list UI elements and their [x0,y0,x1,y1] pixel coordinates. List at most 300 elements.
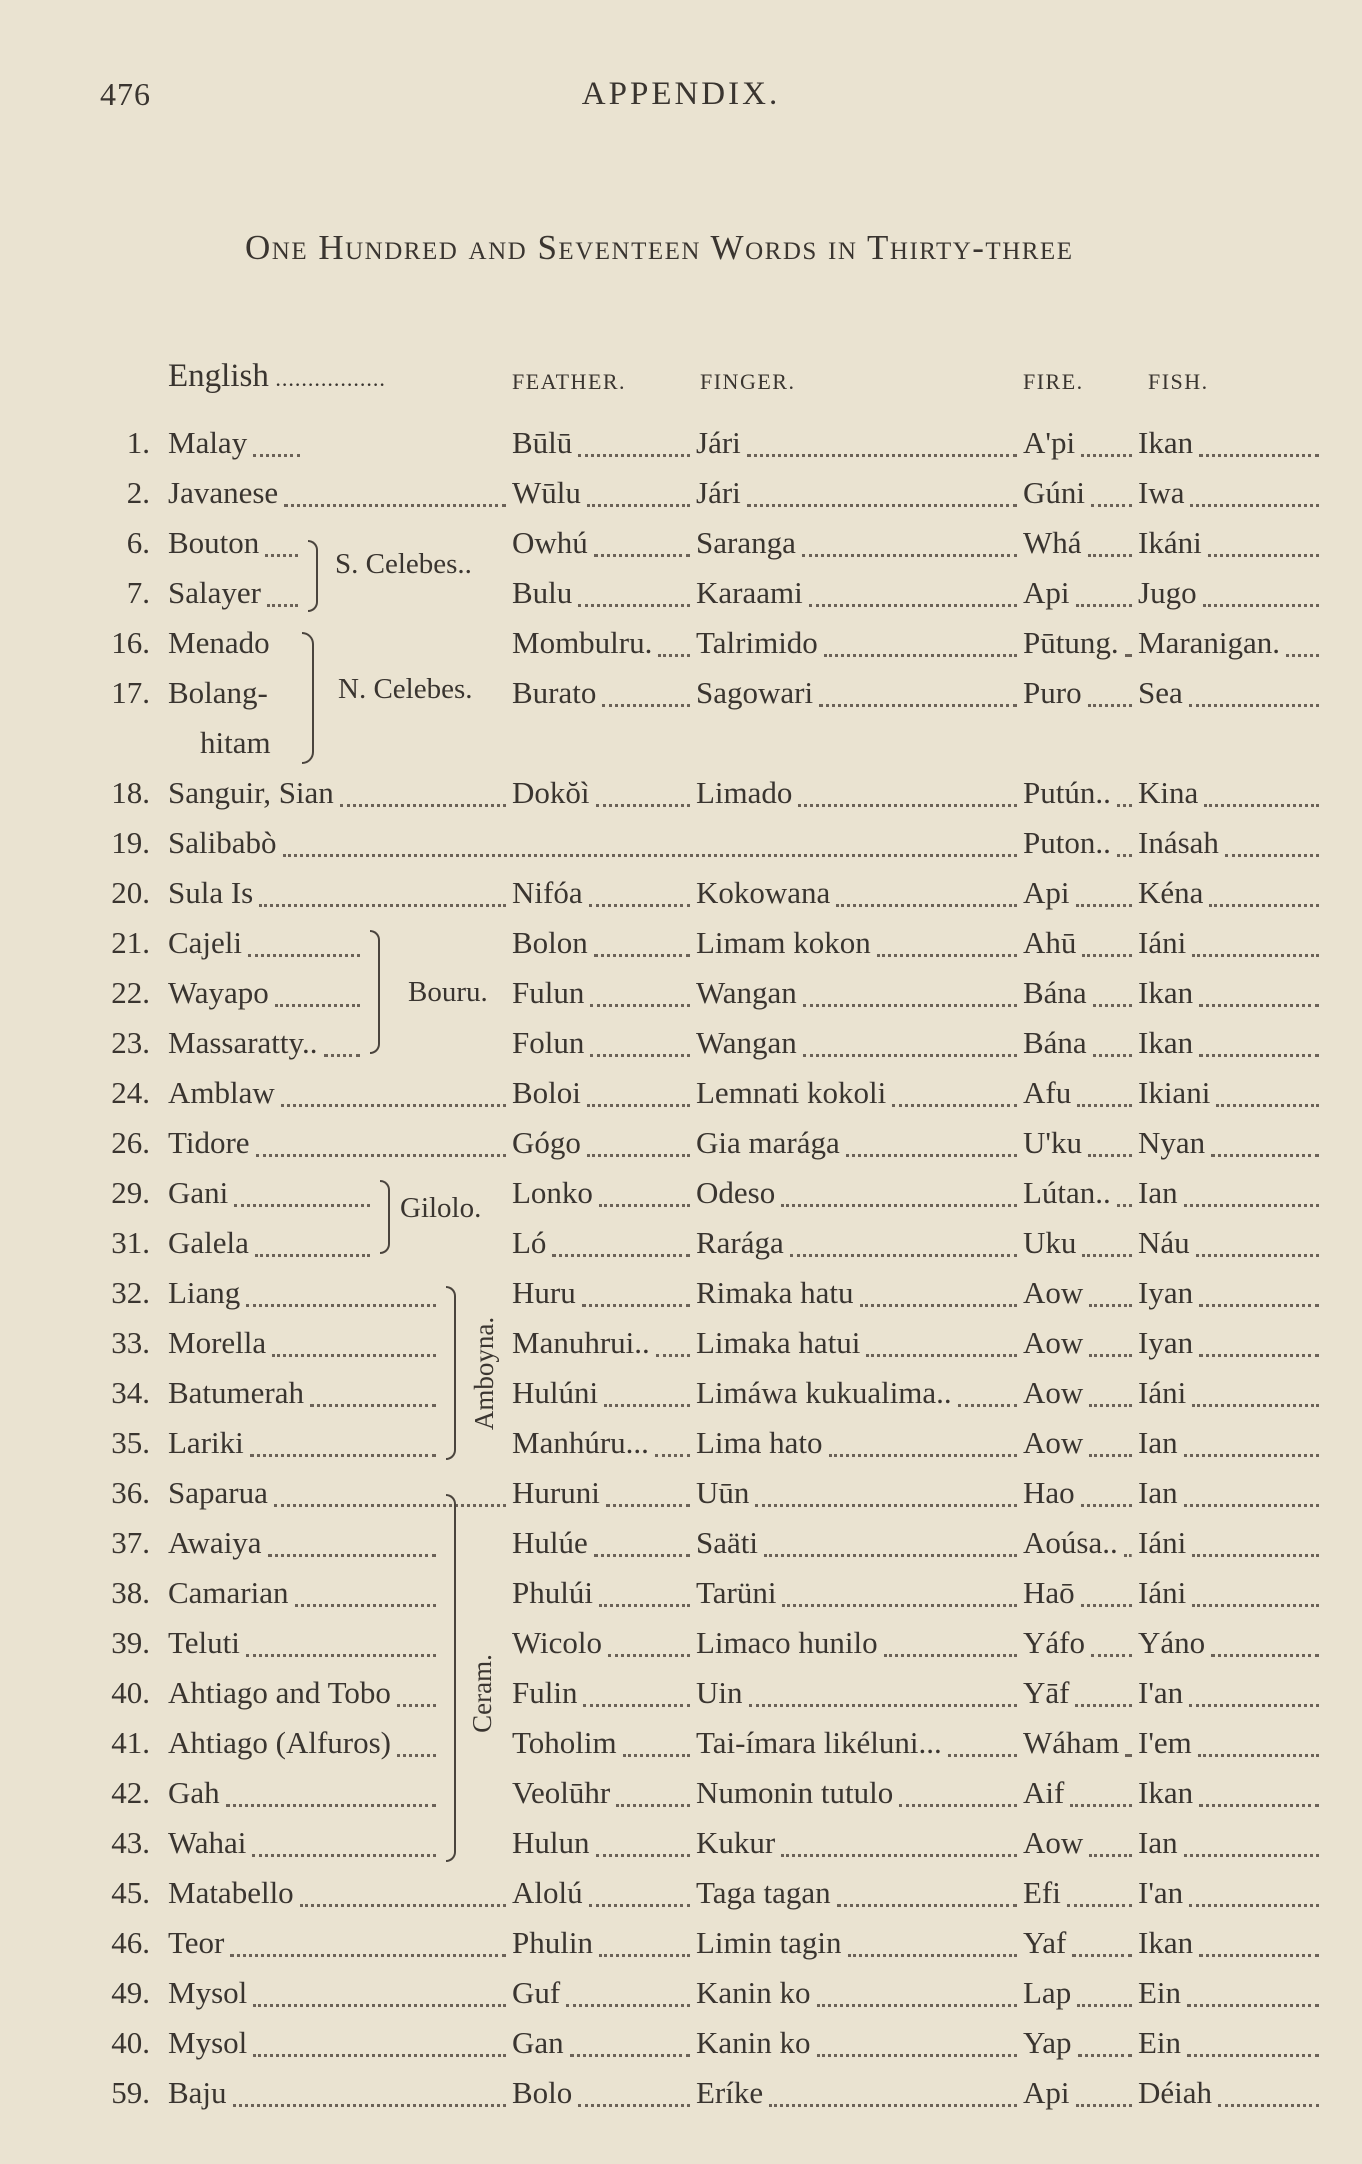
table-title: One Hundred and Seventeen Words in Thirty-three [245,228,1074,267]
table-row [0,2018,1362,2068]
table-row [0,1418,1362,1468]
row-number: 33. [111,1325,150,1360]
fish-word: Nyan [1138,1125,1206,1160]
language-name: Mysol [168,2025,248,2060]
table-row [0,668,1362,760]
dot-leader [281,1102,506,1107]
finger-word: Limáwa kukualima.. [696,1375,952,1410]
dot-leader [1187,2002,1319,2007]
language-name: Lariki [168,1425,244,1460]
running-head: APPENDIX. [581,76,781,112]
table-row [0,1918,1362,1968]
dot-leader [608,1652,690,1657]
language-name: Tidore [168,1125,250,1160]
dot-leader [587,502,690,507]
dot-leader [226,1802,436,1807]
fire-word: Api [1023,875,1070,910]
dot-leader [1199,1302,1319,1307]
fish-word: Maranigan. [1138,625,1281,660]
feather-word: Burato [512,675,597,710]
dot-leader [594,952,690,957]
dot-leader [781,1202,1017,1207]
dot-leader [248,952,360,957]
fire-word: Aoúsa.. [1023,1525,1118,1560]
dot-leader [552,1252,690,1257]
table-row [0,1018,1362,1068]
dot-leader [764,1552,1017,1557]
dot-leader [590,1002,690,1007]
feather-word: Ló [512,1225,547,1260]
finger-word: Jári [696,425,741,460]
dot-leader [1089,1352,1132,1357]
dot-leader [268,1552,436,1557]
fire-word: Wáham [1023,1725,1120,1760]
dot-leader [310,1402,436,1407]
language-name: Sula Is [168,875,254,910]
dot-leader [836,902,1017,907]
page-number: 476 [100,76,151,112]
finger-word: Kanin ko [696,2025,811,2060]
dot-leader [1189,1702,1319,1707]
dot-leader [846,1152,1017,1157]
fish-word: Inásah [1138,825,1219,860]
dot-leader [802,552,1017,557]
fish-word: Déiah [1138,2075,1213,2110]
dot-leader [587,1152,690,1157]
finger-word: Lima hato [696,1425,823,1460]
language-name: Awaiya [168,1525,262,1560]
fish-word: I'em [1138,1725,1192,1760]
feather-word: Alolú [512,1875,583,1910]
table-row [0,2068,1362,2118]
feather-word: Toholim [512,1725,617,1760]
finger-word: Talrimido [696,625,818,660]
dot-leader [594,552,690,557]
language-name: Camarian [168,1575,289,1610]
brace-ceram [446,1494,456,1862]
dot-leader [837,1902,1017,1907]
group-label-bouru: Bouru. [408,976,488,1008]
fire-word: Efi [1023,1875,1061,1910]
row-number: 24. [111,1075,150,1110]
feather-word: Nifóa [512,875,583,910]
dot-leader [230,1952,506,1957]
fish-word: Ikáni [1138,525,1202,560]
finger-word: Saäti [696,1525,758,1560]
dot-leader [1089,1452,1132,1457]
fish-word: Ein [1138,2025,1182,2060]
dot-leader [1077,2002,1132,2007]
table-row [0,1268,1362,1318]
feather-word: Veolūhr [512,1775,611,1810]
feather-word: Guf [512,1975,561,2010]
fish-word: Jugo [1138,575,1197,610]
dot-leader [259,902,506,907]
table-row [0,1468,1362,1518]
table-row [0,418,1362,468]
dot-leader [749,1702,1017,1707]
language-name: Matabello [168,1875,294,1910]
dot-leader [284,502,506,507]
dot-leader [340,802,506,807]
fire-word: Putún.. [1023,775,1111,810]
dot-leader [233,2102,506,2107]
finger-word: Numonin tutulo [696,1775,894,1810]
dot-leader [599,1952,690,1957]
dot-leader [1189,1902,1319,1907]
fish-word: Ian [1138,1175,1178,1210]
feather-word: Owhú [512,525,588,560]
dot-leader [587,1102,690,1107]
table-row [0,1568,1362,1618]
table-row [0,568,1362,618]
dot-leader [250,1452,436,1457]
dot-leader [798,802,1017,807]
feather-word: Bulu [512,575,573,610]
dot-leader [747,452,1017,457]
dot-leader [578,452,690,457]
dot-leader [658,652,690,657]
language-name: Sanguir, Sian [168,775,334,810]
fire-word: Aif [1023,1775,1065,1810]
feather-word: Manhúru... [512,1425,649,1460]
group-label-s-celebes: S. Celebes.. [335,548,472,580]
brace-bouru [370,930,380,1054]
dot-leader [616,1802,690,1807]
dot-leader [602,702,690,707]
dot-leader [1076,2102,1132,2107]
row-number: 45. [111,1875,150,1910]
finger-word: Rimaka hatu [696,1275,854,1310]
fire-word: Aow [1023,1275,1084,1310]
language-name: Teor [168,1925,225,1960]
dot-leader [1081,452,1132,457]
feather-word: Boloi [512,1075,581,1110]
fire-word: Yáfo [1023,1625,1085,1660]
fire-word: Uku [1023,1225,1077,1260]
feather-word: Dokŏì [512,775,590,810]
dot-leader [1117,852,1132,857]
dot-leader [234,1202,370,1207]
dot-leader [253,2052,506,2057]
feather-word: Hulúni [512,1375,599,1410]
finger-word: Kokowana [696,875,831,910]
finger-word: Limado [696,775,793,810]
row-number: 6. [126,525,150,560]
dot-leader [829,1452,1017,1457]
language-name: Saparua [168,1475,268,1510]
row-number: 21. [111,925,150,960]
dot-leader [255,1252,370,1257]
feather-word: Fulun [512,975,585,1010]
dot-leader [596,1852,690,1857]
finger-word: Rarága [696,1225,784,1260]
fire-word: Bána [1023,975,1087,1010]
fire-word: Aow [1023,1825,1084,1860]
fire-word: Puton.. [1023,825,1111,860]
language-name: Bolang- [168,675,268,710]
language-name: Massaratty.. [168,1025,318,1060]
dot-leader [1199,1052,1319,1057]
table-row [0,1068,1362,1118]
dot-leader [824,652,1017,657]
fish-word: Yáno [1138,1625,1206,1660]
language-name-continued: hitam [200,725,271,760]
dot-leader [1082,1252,1132,1257]
dot-leader [596,802,690,807]
fish-word: Ikan [1138,425,1194,460]
dot-leader [275,1002,360,1007]
dot-leader [256,1152,506,1157]
fish-word: I'an [1138,1875,1184,1910]
feather-word: Gógo [512,1125,581,1160]
feather-word: Huruni [512,1475,600,1510]
finger-word: Uin [696,1675,743,1710]
dot-leader [755,1502,1017,1507]
dot-leader [300,1902,506,1907]
dot-leader [582,1302,690,1307]
row-number: 41. [111,1725,150,1760]
row-number: 40. [111,1675,150,1710]
language-name: Teluti [168,1625,240,1660]
language-name: Baju [168,2075,227,2110]
table-row [0,1118,1362,1168]
finger-word: Wangan [696,1025,797,1060]
header-english: English ................. [168,358,386,394]
row-number: 17. [111,675,150,710]
feather-word: Mombulru. [512,625,653,660]
row-number: 42. [111,1775,150,1810]
header-finger: FINGER. [700,369,796,394]
dot-leader [817,2002,1017,2007]
header-feather: FEATHER. [512,369,627,394]
dot-leader [1203,602,1319,607]
fire-word: U'ku [1023,1125,1082,1160]
dot-leader [590,1052,690,1057]
dot-leader [884,1652,1017,1657]
fish-word: Ian [1138,1825,1178,1860]
dot-leader [1089,1402,1132,1407]
language-name: Wahai [168,1825,247,1860]
finger-word: Lemnati kokoli [696,1075,887,1110]
fish-word: I'an [1138,1675,1184,1710]
finger-word: Gia marága [696,1125,840,1160]
finger-word: Sagowari [696,675,814,710]
dot-leader [1125,1752,1132,1757]
dot-leader [623,1752,690,1757]
dot-leader [877,952,1017,957]
dot-leader [1286,652,1319,657]
language-name: Javanese [168,475,279,510]
dot-leader [1196,1252,1319,1257]
dot-leader [1199,1952,1319,1957]
dot-leader [1088,702,1132,707]
dot-leader [1184,1452,1319,1457]
finger-word: Kanin ko [696,1975,811,2010]
table-row [0,768,1362,818]
brace-amboyna [446,1286,456,1460]
fire-word: Lútan.. [1023,1175,1111,1210]
fire-word: Pūtung. [1023,625,1119,660]
finger-word: Tai-ímara likéluni... [696,1725,942,1760]
dot-leader [253,2002,506,2007]
row-number: 37. [111,1525,150,1560]
dot-leader [252,1852,436,1857]
dot-leader [1076,602,1132,607]
fish-word: Iáni [1138,1375,1187,1410]
row-number: 26. [111,1125,150,1160]
row-number: 1. [126,425,150,460]
brace-gilolo [380,1180,390,1254]
dot-leader [1088,1152,1132,1157]
fire-word: Ahū [1023,925,1077,960]
table-row [0,618,1362,668]
dot-leader [606,1502,690,1507]
dot-leader [1091,1652,1132,1657]
brace-s-celebes [308,540,318,612]
dot-leader [1199,452,1319,457]
table-row [0,518,1362,568]
row-number: 31. [111,1225,150,1260]
table-row [0,1718,1362,1768]
dot-leader [397,1702,436,1707]
dot-leader [1184,1202,1319,1207]
dot-leader [1072,1952,1132,1957]
dot-leader [1199,1352,1319,1357]
row-number: 40. [111,2025,150,2060]
fish-word: Ikan [1138,1025,1194,1060]
finger-word: Uūn [696,1475,750,1510]
dot-leader [589,902,690,907]
feather-word: Lonko [512,1175,593,1210]
dot-leader [948,1752,1017,1757]
fish-word: Ian [1138,1475,1178,1510]
feather-word: Phulin [512,1925,593,1960]
fire-word: Aow [1023,1425,1084,1460]
row-number: 2. [126,475,150,510]
fish-word: Ian [1138,1425,1178,1460]
dot-leader [1199,1002,1319,1007]
row-number: 38. [111,1575,150,1610]
dot-leader [1089,1852,1132,1857]
finger-word: Odeso [696,1175,776,1210]
dot-leader [1117,802,1132,807]
language-name: Batumerah [168,1375,305,1410]
dot-leader [809,602,1017,607]
fire-word: Afu [1023,1075,1072,1110]
dot-leader [599,1602,690,1607]
fire-word: A'pi [1023,425,1076,460]
dot-leader [1184,1502,1319,1507]
dot-leader [583,1702,690,1707]
feather-word: Folun [512,1025,585,1060]
dot-leader [819,702,1017,707]
table-row [0,1968,1362,2018]
dot-leader [578,602,690,607]
dot-leader [1211,1652,1319,1657]
finger-word: Jári [696,475,741,510]
finger-word: Limaka hatui [696,1325,861,1360]
language-name: Morella [168,1325,267,1360]
language-name: Liang [168,1275,241,1310]
table-row [0,1168,1362,1218]
dot-leader [1184,1852,1319,1857]
language-name: Gani [168,1175,229,1210]
fish-word: Náu [1138,1225,1190,1260]
group-label-ceram: Ceram. [466,1654,497,1733]
dot-leader [1211,1152,1319,1157]
row-number: 7. [126,575,150,610]
finger-word: Limaco hunilo [696,1625,878,1660]
dot-leader [1216,1102,1319,1107]
dot-leader [570,2052,690,2057]
fish-word: Ikiani [1138,1075,1211,1110]
dot-leader [803,1052,1017,1057]
dot-leader [1187,2052,1319,2057]
row-number: 20. [111,875,150,910]
dot-leader [1077,1102,1132,1107]
dot-leader [656,1352,690,1357]
dot-leader [1081,1502,1132,1507]
language-name: Ahtiago and Tobo [168,1675,391,1710]
row-number: 39. [111,1625,150,1660]
fish-word: Iáni [1138,1575,1187,1610]
dot-leader [817,2052,1017,2057]
dot-leader [1078,2052,1132,2057]
fire-word: Api [1023,575,1070,610]
dot-leader [1125,652,1132,657]
row-number: 49. [111,1975,150,2010]
language-name: Galela [168,1225,249,1260]
column-header-row [0,355,1362,399]
dot-leader [1082,952,1132,957]
fire-word: Hao [1023,1475,1075,1510]
dot-leader [1192,1552,1319,1557]
dot-leader [1204,802,1319,807]
finger-word: Limam kokon [696,925,871,960]
fish-word: Ein [1138,1975,1182,2010]
row-number: 59. [111,2075,150,2110]
dot-leader [1198,1752,1319,1757]
dot-leader [747,502,1017,507]
dot-leader [782,1602,1017,1607]
dot-leader [1190,502,1319,507]
dot-leader [1088,552,1132,557]
dot-leader [566,2002,690,2007]
dot-leader [1091,502,1132,507]
language-name: Cajeli [168,925,243,960]
dot-leader [1192,952,1319,957]
fire-word: Yāf [1023,1675,1070,1710]
fire-word: Api [1023,2075,1070,2110]
row-number: 18. [111,775,150,810]
language-name: Malay [168,425,248,460]
feather-word: Phulúi [512,1575,593,1610]
language-name: Ahtiago (Alfuros) [168,1725,391,1760]
finger-word: Karaami [696,575,803,610]
dot-leader [265,552,298,557]
dot-leader [599,1202,690,1207]
dot-leader [790,1252,1017,1257]
fish-word: Sea [1138,675,1183,710]
table-row [0,1318,1362,1368]
dot-leader [1093,1002,1132,1007]
dot-leader [899,1802,1017,1807]
group-label-n-celebes: N. Celebes. [338,673,473,705]
brace-n-celebes [302,632,314,764]
dot-leader [324,1052,360,1057]
table-row [0,1218,1362,1268]
